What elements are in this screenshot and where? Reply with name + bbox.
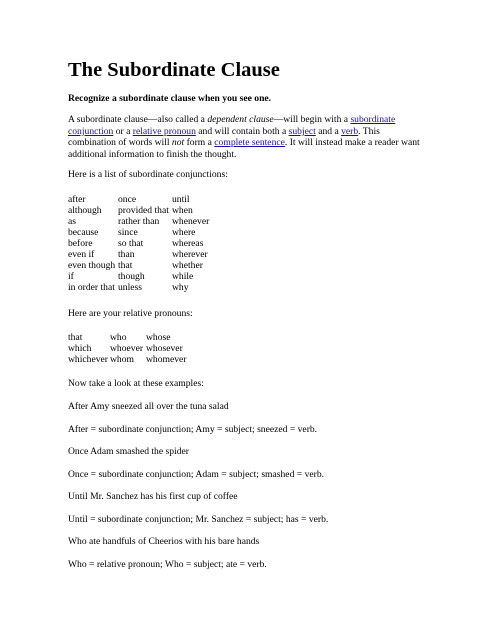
pronoun-row-cell: which: [68, 343, 92, 354]
conjunctions-heading: Here is a list of subordinate conjunctions:: [68, 169, 228, 180]
intro-text: . It will instead make a reader want additional information to finish the thought.: [68, 137, 420, 160]
link-verb[interactable]: verb: [341, 125, 359, 137]
pronoun-row-cell: whom: [110, 354, 134, 365]
conjunction-row-cell: when: [172, 205, 193, 216]
conjunction-row: [68, 205, 209, 216]
intro-text: and will contain both a: [195, 125, 289, 137]
conjunction-row-cell: that: [118, 260, 133, 271]
conjunction-row-cell: until: [172, 194, 190, 205]
link-relative-pronoun[interactable]: relative pronoun: [132, 125, 196, 137]
conjunction-row-cell: where: [172, 227, 196, 238]
intro-emphasis: not: [171, 137, 185, 149]
pronouns-heading: Here are your relative pronouns:: [68, 308, 193, 319]
conjunction-row: [68, 260, 209, 271]
conjunction-row-cell: once: [118, 194, 137, 205]
conjunction-row: [68, 216, 209, 227]
conjunction-row-cell: if: [68, 271, 74, 282]
intro-emphasis: dependent clause: [207, 114, 274, 125]
pronoun-row-cell: that: [68, 332, 83, 343]
page-subtitle: Recognize a subordinate clause when you see one.: [68, 93, 272, 104]
intro-text: . This combination of words will: [68, 125, 380, 149]
conjunction-row: [68, 271, 209, 282]
example-sentence: Until Mr. Sanchez has his first cup of coffee: [68, 491, 238, 502]
conjunction-row: [68, 238, 209, 249]
intro-text: —will begin with a: [273, 114, 351, 125]
link-subject[interactable]: subject: [288, 125, 316, 137]
conjunction-row-cell: while: [172, 271, 194, 282]
intro-text: A subordinate clause—also called a: [68, 114, 208, 125]
intro-text: and a: [315, 125, 342, 137]
conjunction-row-cell: before: [68, 238, 93, 249]
conjunction-row: [68, 227, 209, 238]
pronoun-row-cell: whoever: [110, 343, 144, 354]
conjunction-row-cell: whereas: [172, 238, 204, 249]
conjunction-row-cell: in order that: [68, 282, 115, 293]
link-complete-sentence[interactable]: complete sentence: [214, 137, 285, 149]
pronoun-row-cell: who: [110, 332, 127, 343]
intro-text: or a: [113, 125, 133, 137]
conjunction-row-cell: even though: [68, 260, 116, 271]
conjunction-row-cell: because: [68, 227, 99, 238]
pronoun-row-cell: whomever: [146, 354, 187, 365]
conjunction-row-cell: rather than: [118, 216, 160, 227]
conjunction-row-cell: since: [118, 227, 138, 238]
example-sentence: Who ate handfuls of Cheerios with his bare hands: [68, 536, 260, 547]
pronoun-row-cell: whosever: [146, 343, 183, 354]
example-analysis: Who = relative pronoun; Who = subject; ate = verb.: [68, 559, 267, 570]
intro-text: form a: [184, 137, 215, 149]
conjunction-row-cell: so that: [118, 238, 144, 249]
pronouns-table: [68, 332, 187, 365]
conjunction-row-cell: whenever: [172, 216, 210, 227]
conjunction-row-cell: after: [68, 194, 86, 205]
pronoun-row: [68, 343, 187, 354]
conjunction-row-cell: although: [68, 205, 102, 216]
conjunction-row-cell: provided that: [118, 205, 169, 216]
example-sentence: Once Adam smashed the spider: [68, 446, 189, 457]
pronoun-row: [68, 332, 187, 343]
pronoun-row-cell: whose: [146, 332, 171, 343]
conjunctions-table: [68, 194, 209, 293]
example-analysis: Once = subordinate conjunction; Adam = subject; smashed = verb.: [68, 469, 325, 480]
example-analysis: After = subordinate conjunction; Amy = subject; sneezed = verb.: [68, 424, 318, 435]
conjunction-row-cell: than: [118, 249, 135, 260]
pronoun-row-cell: whichever: [68, 354, 108, 365]
conjunction-row-cell: unless: [118, 282, 142, 293]
conjunction-row: [68, 249, 209, 260]
page-title: The Subordinate Clause: [68, 59, 280, 81]
pronoun-row: [68, 354, 187, 365]
conjunction-row: [68, 194, 209, 205]
link-subordinate-conjunction[interactable]: subordinate conjunction: [68, 114, 396, 137]
conjunction-row-cell: whether: [172, 260, 203, 271]
example-analysis: Until = subordinate conjunction; Mr. Sanchez = subject; has = verb.: [68, 514, 329, 525]
conjunction-row-cell: though: [118, 271, 145, 282]
conjunction-row-cell: as: [68, 216, 76, 227]
conjunction-row-cell: even if: [68, 249, 95, 260]
conjunction-row: [68, 282, 209, 293]
conjunction-row-cell: wherever: [172, 249, 208, 260]
intro-paragraph: [68, 114, 430, 160]
conjunction-row-cell: why: [172, 282, 189, 293]
examples-heading: Now take a look at these examples:: [68, 378, 204, 389]
example-sentence: After Amy sneezed all over the tuna salad: [68, 401, 229, 412]
